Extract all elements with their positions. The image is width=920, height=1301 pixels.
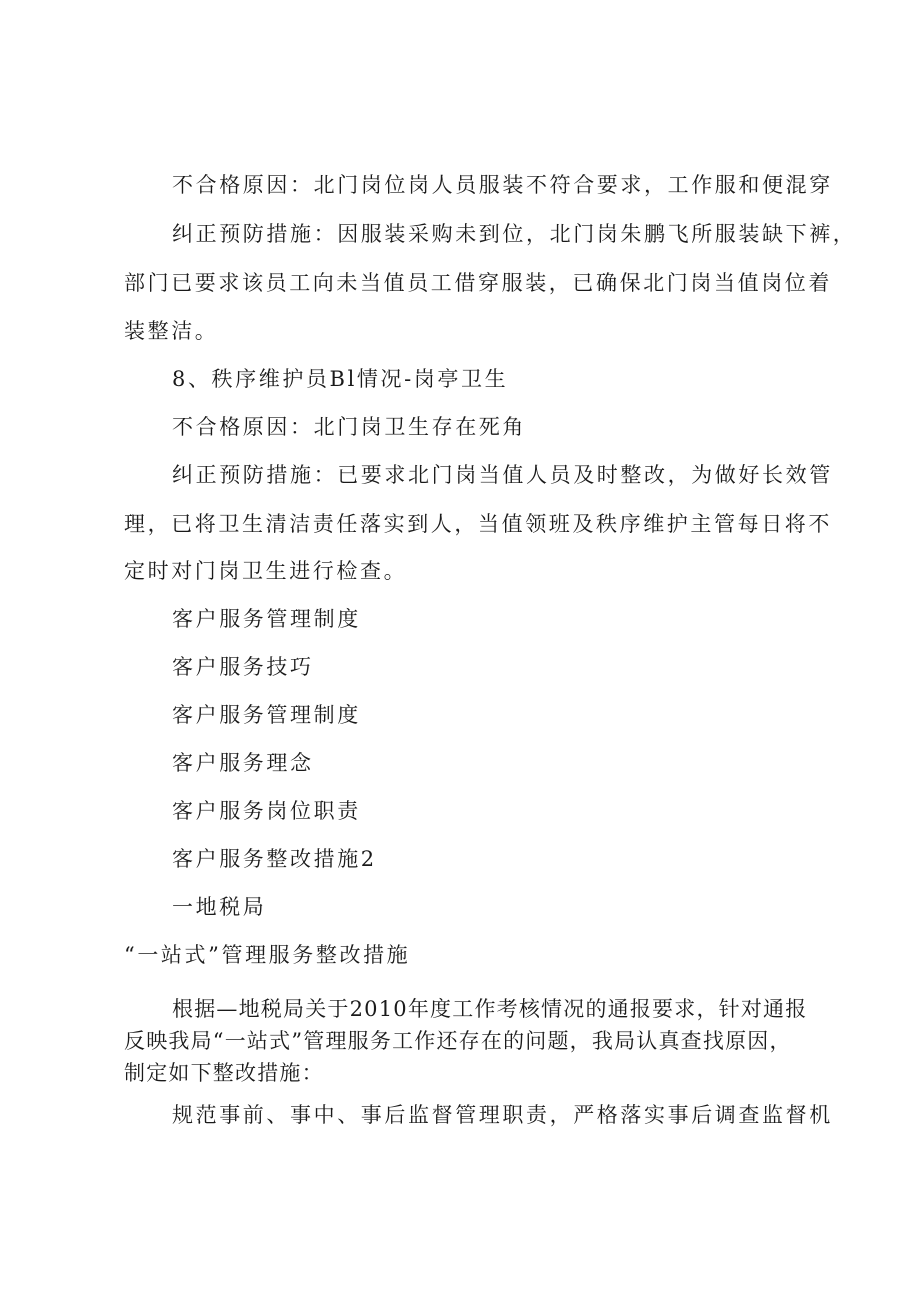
list-item: 客户服务技巧 xyxy=(172,655,314,679)
paragraph-line: 不合格原因：北门岗位岗人员服装不符合要求，工作服和便混穿 xyxy=(172,173,833,197)
list-item: 客户服务岗位职责 xyxy=(172,799,361,823)
list-item: 客户服务整改措施2 xyxy=(172,847,377,871)
paragraph-line: 纠正预防措施：因服装采购未到位，北门岗朱鹏飞所服装缺下裤， xyxy=(172,222,857,246)
document-title: “一站式”管理服务整改措施 xyxy=(124,943,411,967)
paragraph-line: 定时对门岗卫生进行检查。 xyxy=(124,559,408,583)
paragraph-line: 不合格原因：北门岗卫生存在死角 xyxy=(172,415,526,439)
section-heading: 8、秩序维护员Bl情况-岗亭卫生 xyxy=(172,367,509,391)
paragraph-line: 纠正预防措施：已要求北门岗当值人员及时整改，为做好长效管 xyxy=(172,463,833,487)
list-item: 客户服务理念 xyxy=(172,751,314,775)
list-item: 客户服务管理制度 xyxy=(172,607,361,631)
list-item: 客户服务管理制度 xyxy=(172,703,361,727)
paragraph-line: 根据—地税局关于2010年度工作考核情况的通报要求，针对通报 xyxy=(172,997,808,1021)
organization-name: 一地税局 xyxy=(172,895,267,919)
paragraph-line: 部门已要求该员工向未当值员工借穿服装，已确保北门岗当值岗位着 xyxy=(124,271,832,295)
paragraph-line: 反映我局“一站式”管理服务工作还存在的问题，我局认真查找原因， xyxy=(124,1029,792,1053)
paragraph-line: 制定如下整改措施： xyxy=(124,1061,324,1085)
paragraph-line: 装整洁。 xyxy=(124,319,219,343)
paragraph-line: 理，已将卫生清洁责任落实到人，当值领班及秩序维护主管每日将不 xyxy=(124,512,832,536)
paragraph-line: 规范事前、事中、事后监督管理职责，严格落实事后调查监督机 xyxy=(172,1103,833,1127)
